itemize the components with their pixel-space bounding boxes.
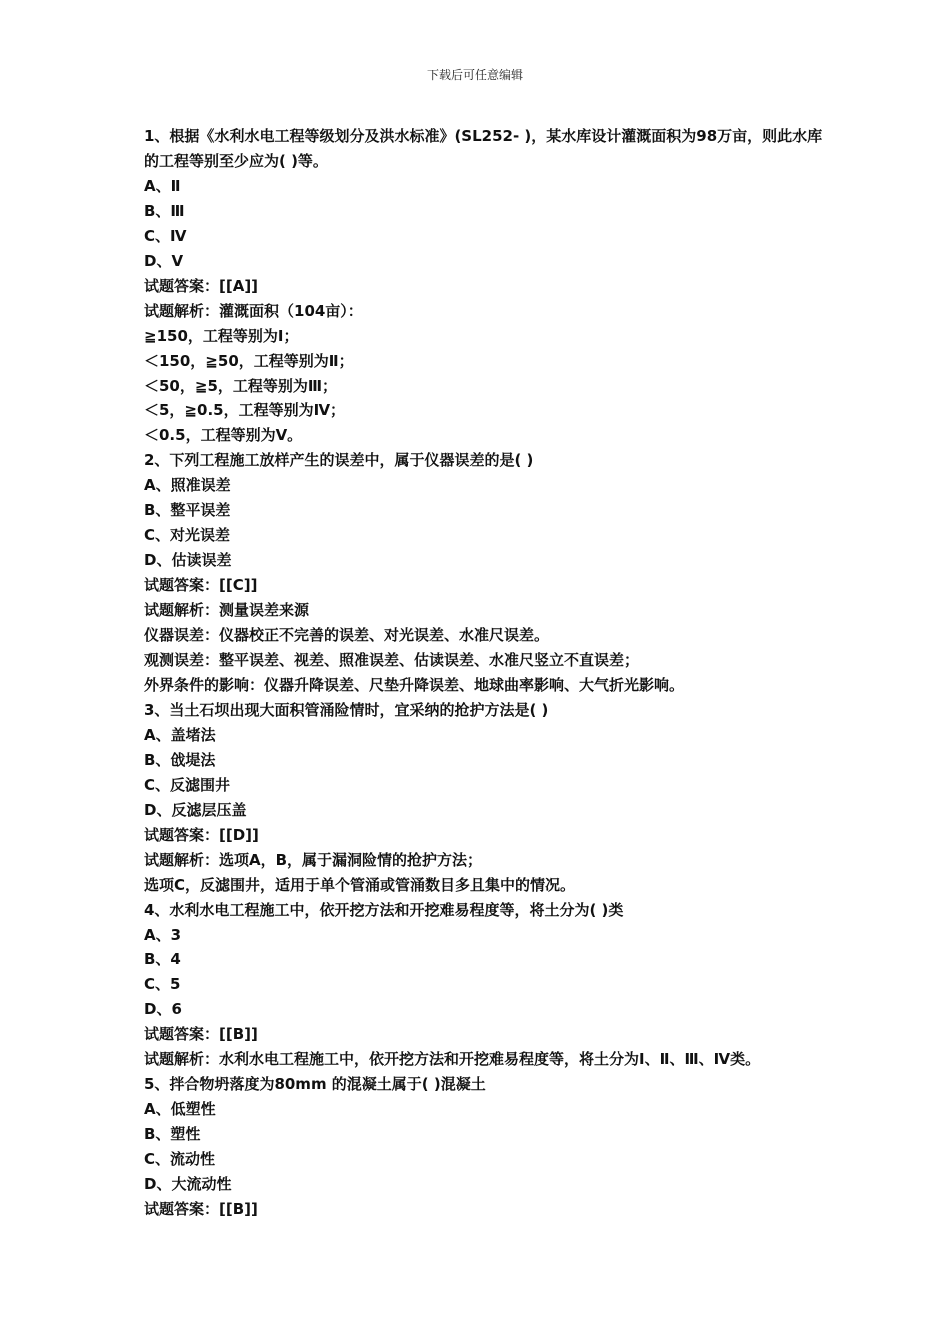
question-3-analysis-line: 选项C，反滤围井，适用于单个管涌或管涌数目多且集中的情况。 (144, 875, 576, 894)
question-3-option-d: D、反滤层压盖 (144, 800, 247, 819)
question-5-option-c: C、流动性 (144, 1150, 216, 1169)
question-4-answer: 试题答案：[[B]] (144, 1025, 258, 1044)
page-header: 下载后可任意编辑 (426, 68, 523, 82)
question-2-analysis-line: 仪器误差：仪器校正不完善的误差、对光误差、水准尺误差。 (144, 626, 550, 645)
question-2-analysis: 试题解析：测量误差来源 (144, 601, 310, 620)
question-4-option-c: C、5 (144, 975, 181, 994)
question-1-analysis-line: ＜0.5，工程等别为Ⅴ。 (144, 426, 303, 445)
document-body (144, 124, 834, 1222)
question-2-option-b: B、整平误差 (144, 501, 231, 520)
question-1-option-a: A、Ⅱ (144, 176, 181, 195)
question-3-analysis: 试题解析：选项A，B，属于漏洞险情的抢护方法； (144, 850, 483, 869)
question-1-option-b: B、Ⅲ (144, 201, 185, 220)
question-4-stem: 4、水利水电工程施工中，依开挖方法和开挖难易程度等，将土分为( )类 (144, 900, 624, 919)
question-2-option-c: C、对光误差 (144, 526, 231, 545)
question-4-analysis: 试题解析：水利水电工程施工中，依开挖方法和开挖难易程度等，将土分为Ⅰ、Ⅱ、Ⅲ、Ⅳ类。 (144, 1050, 761, 1069)
question-3-option-c: C、反滤围井 (144, 775, 231, 794)
question-5-option-a: A、低塑性 (144, 1100, 216, 1119)
question-4-option-d: D、6 (144, 1000, 182, 1019)
question-2-analysis-line: 外界条件的影响：仪器升降误差、尺垫升降误差、地球曲率影响、大气折光影响。 (144, 675, 685, 694)
question-4-option-b: B、4 (144, 950, 181, 969)
question-1-option-d: D、Ⅴ (144, 251, 184, 270)
question-1-option-c: C、Ⅳ (144, 226, 187, 245)
question-3-option-b: B、戗堤法 (144, 750, 216, 769)
question-3-answer: 试题答案：[[D]] (144, 825, 259, 844)
question-2-option-d: D、估读误差 (144, 551, 232, 570)
question-2-answer: 试题答案：[[C]] (144, 576, 258, 595)
question-1-answer: 试题答案：[[A]] (144, 276, 259, 295)
question-4-option-a: A、3 (144, 925, 182, 944)
question-5-answer: 试题答案：[[B]] (144, 1199, 258, 1218)
question-3-stem: 3、当土石坝出现大面积管涌险情时，宜采纳的抢护方法是( ) (144, 700, 549, 719)
question-2-analysis-line: 观测误差：整平误差、视差、照准误差、估读误差、水准尺竖立不直误差； (144, 651, 640, 670)
question-1-stem: 1、根据《水利水电工程等级划分及洪水标准》(SL252- )，某水库设计灌溉面积为98万亩，则此水库的工程等别至少应为( )等。 (144, 127, 823, 170)
question-2-option-a: A、照准误差 (144, 476, 231, 495)
question-5-stem: 5、拌合物坍落度为80mm 的混凝土属于( )混凝土 (144, 1075, 486, 1094)
question-2-stem: 2、下列工程施工放样产生的误差中，属于仪器误差的是( ) (144, 451, 534, 470)
question-1-analysis-line: ≧150，工程等别为Ⅰ； (144, 326, 299, 345)
question-5-option-d: D、大流动性 (144, 1175, 232, 1194)
question-1-analysis: 试题解析：灌溉面积（104亩）： (144, 301, 363, 320)
question-3-option-a: A、盖堵法 (144, 725, 216, 744)
question-1-analysis-line: ＜5，≧0.5，工程等别为Ⅳ； (144, 401, 346, 420)
question-5-option-b: B、塑性 (144, 1125, 201, 1144)
question-1-analysis-line: ＜50，≧5，工程等别为Ⅲ； (144, 376, 338, 395)
question-1-analysis-line: ＜150，≧50，工程等别为Ⅱ； (144, 351, 354, 370)
